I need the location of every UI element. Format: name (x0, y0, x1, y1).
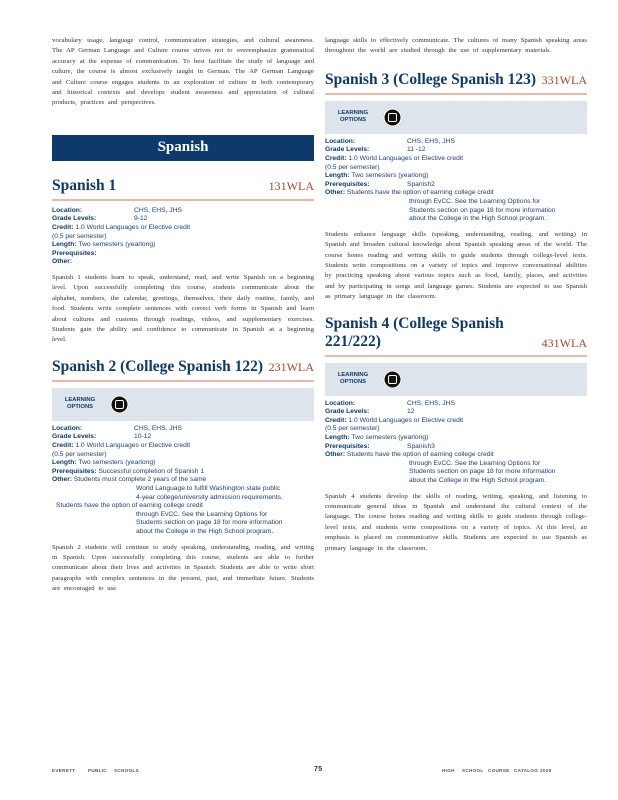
prereq-label: Prerequisites: (52, 249, 97, 257)
footer-org-2: PUBLIC (88, 768, 107, 773)
credit-label: Credit: (52, 442, 74, 450)
location-label: Location: (325, 399, 356, 407)
credit-per-semester: (0.5 per semester) (325, 425, 380, 433)
course-title: Spanish 4 (College Spanish 221/222) (325, 314, 504, 350)
location-value: CHS, EHS, JHS (134, 206, 182, 214)
course-description: Spanish 1 students learn to speak, understand, read, and write Spanish on a beginning level. Upon successfully completing this course, students communicate about the alphabet, numbers, the calendar, greetings, themselves, their daily routine, family, and food. Students write complete sentences with correct verb forms in Spanish and learn about cultures and customs through readings, videos, and supplementary exercises. Students gain the ability and confidence to communicate in Spanish at a beginning level. (52, 274, 314, 344)
prereq-value: Successful completion of Spanish 1 (98, 467, 205, 475)
location-label: Location: (325, 137, 356, 145)
other-label: Other: (325, 451, 346, 459)
other-label: Other: (52, 476, 73, 484)
course-info (325, 138, 587, 224)
length-value: Two semesters (yearlong) (351, 433, 429, 441)
other-line: through EvCC. See the Learning Options for (409, 197, 541, 205)
length-value: Two semesters (yearlong) (78, 459, 156, 467)
page-number: 75 (314, 766, 323, 773)
course-title: Spanish 2 (College Spanish 122) (52, 357, 264, 375)
length-label: Length: (52, 459, 77, 467)
other-line: through EvCC. See the Learning Options for (409, 459, 541, 467)
college-in-high-school-icon (383, 108, 402, 127)
footer-year: 2020 (540, 768, 552, 773)
prereq-value: Spanish3 (407, 442, 435, 450)
footer-org-3: SCHOOLS (114, 768, 139, 773)
learning-options-line2: OPTIONS (339, 379, 367, 386)
credit-value: 1.0 World Languages or Elective credit (75, 442, 191, 450)
course-header (52, 177, 314, 201)
left-column (52, 36, 314, 595)
credit-per-semester: (0.5 per semester) (52, 450, 107, 458)
section-title: Spanish (157, 139, 209, 156)
section-banner (52, 135, 314, 161)
other-value-2: Students have the option of earning college credit (56, 502, 203, 510)
course-info (52, 425, 314, 537)
footer-doc-4: CATALOG (514, 768, 539, 773)
college-in-high-school-icon (383, 370, 402, 389)
credit-value: 1.0 World Languages or Elective credit (348, 155, 464, 162)
prereq-label: Prerequisites: (325, 180, 370, 188)
learning-options-box (325, 101, 587, 134)
location-value: CHS, EHS, JHS (407, 137, 455, 145)
location-label: Location: (52, 206, 83, 214)
length-label: Length: (325, 172, 350, 180)
course-spanish-1 (52, 177, 314, 346)
course-title: Spanish 1 (52, 176, 117, 194)
learning-options-box (325, 363, 587, 396)
course-header (325, 315, 587, 357)
length-value: Two semesters (yearlong) (78, 241, 156, 249)
right-column (325, 36, 587, 554)
other-label: Other: (52, 258, 73, 266)
grade-label: Grade Levels: (325, 408, 370, 416)
location-value: CHS, EHS, JHS (134, 424, 182, 432)
other-value: Students must complete 2 years of the same (73, 476, 207, 484)
course-code: 431WLA (541, 335, 587, 350)
learning-options-label (335, 110, 371, 125)
grade-value: 11 -12 (407, 146, 426, 154)
credit-value: 1.0 World Languages or Elective credit (348, 416, 464, 424)
course-code: 231WLA (268, 359, 314, 374)
course-title: Spanish 3 (College Spanish 123) (325, 70, 537, 88)
other-line: Students section on page 18 for more information (409, 206, 556, 214)
other-line: about the College in the High School program. (136, 527, 274, 535)
credit-label: Credit: (325, 416, 347, 424)
grade-value: 10-12 (134, 433, 152, 441)
other-value: Students have the option of earning college credit (346, 451, 494, 459)
learning-options-box (52, 388, 314, 421)
other-line: 4-year college/university admission requirements. (136, 493, 283, 501)
grade-label: Grade Levels: (325, 146, 370, 154)
course-description: Spanish 4 students develop the skills of reading, writing, speaking, and listening to communicate general ideas in Spanish and understand the cultural context of the language. The course hones reading and writing skills to guide students through college-level texts, and students write compositions on a variety of topics. At this level, an emphasis is placed on communicative skills. Students are expected to use Spanish as primary language in the classroom. (325, 492, 587, 552)
credit-per-semester: (0.5 per semester) (325, 163, 380, 171)
course-spanish-3 (325, 71, 587, 303)
location-label: Location: (52, 424, 83, 432)
other-value: Students have the option of earning college credit (346, 189, 494, 197)
length-value: Two semesters (yearlong) (351, 172, 429, 180)
footer-doc-1: HIGH (442, 768, 455, 773)
footer-doc-3: COURSE (488, 768, 510, 773)
other-line: Students section on page 18 for more information (409, 468, 556, 476)
course-spanish-4 (325, 315, 587, 554)
course-info (52, 207, 314, 267)
grade-label: Grade Levels: (52, 215, 97, 223)
course-header (52, 358, 314, 382)
credit-per-semester: (0.5 per semester) (52, 232, 107, 240)
learning-options-line1: LEARNING (337, 109, 369, 116)
credit-label: Credit: (52, 224, 74, 232)
learning-options-line2: OPTIONS (66, 404, 94, 411)
course-code: 131WLA (268, 178, 314, 193)
grade-label: Grade Levels: (52, 433, 97, 441)
length-label: Length: (325, 433, 350, 441)
page-footer (52, 766, 558, 776)
spanish-continued-text: language skills to effectively communicate. The cultures of many Spanish speaking areas throughout the world are studied through the use of supplementary materials. (325, 37, 587, 55)
prereq-label: Prerequisites: (325, 442, 370, 450)
grade-value: 12 (407, 408, 415, 416)
footer-doc-2: SCHOOL (462, 768, 484, 773)
other-label: Other: (325, 189, 346, 197)
location-value: CHS, EHS, JHS (407, 399, 455, 407)
footer-org-1: EVERETT (52, 768, 76, 773)
learning-options-line2: OPTIONS (339, 117, 367, 124)
learning-options-line1: LEARNING (64, 396, 96, 403)
other-line: Students section on page 18 for more information (136, 519, 283, 527)
course-description: Students enhance language skills (speaking, understanding, reading, and writing) in Spanish and broaden cultural knowledge about Spanish speaking areas of the world. The course hones reading and writing skills to guide students through college-level texts. Students write compositions on a variety of topics and improve conversational abilities by practicing speaking about various topics such as food, family, places, and activities and by participating in songs and language games. Students are expected to use Spanish as primary language in the classroom. (325, 230, 587, 301)
grade-value: 9-12 (134, 215, 148, 223)
course-header (325, 71, 587, 95)
other-line: about the College in the High School program. (409, 476, 547, 484)
course-spanish-2 (52, 358, 314, 595)
learning-options-label (335, 372, 371, 387)
other-line: about the College in the High School program. (409, 215, 547, 223)
learning-options-line1: LEARNING (337, 371, 369, 378)
course-info (325, 400, 587, 486)
ap-german-intro: vocabulary usage, language control, communication strategies, and cultural awareness. The AP German Language and Culture course strives not to overemphasize grammatical accuracy at the expense of communication. To best facilitate the study of language and culture, the course is almost exclusively taught in German. The AP German Language and Culture course engages students in an exploration of culture in both contemporary and historical contexts and develops student awareness and appreciation of cultural products, practices and perspectives. (52, 37, 314, 107)
length-label: Length: (52, 241, 77, 249)
learning-options-label (62, 397, 98, 412)
course-description: Spanish 2 students will continue to study speaking, understanding, reading, and writing in Spanish. Upon successfully completing this course, students are able to further communicate about their lives and activities in Spanish. Students are able to write short paragraphs with complex sentences in the present, past, and immediate future. Students are encouraged to use (52, 543, 314, 593)
course-code: 331WLA (541, 72, 587, 87)
prereq-label: Prerequisites: (52, 467, 97, 475)
credit-label: Credit: (325, 155, 347, 162)
other-line: World Language to fulfill Washington state public (136, 485, 281, 492)
prereq-value: Spanish2 (407, 180, 435, 188)
credit-value: 1.0 World Languages or Elective credit (75, 224, 191, 232)
other-line: through EvCC. See the Learning Options for (136, 510, 268, 518)
college-in-high-school-icon (110, 395, 129, 414)
